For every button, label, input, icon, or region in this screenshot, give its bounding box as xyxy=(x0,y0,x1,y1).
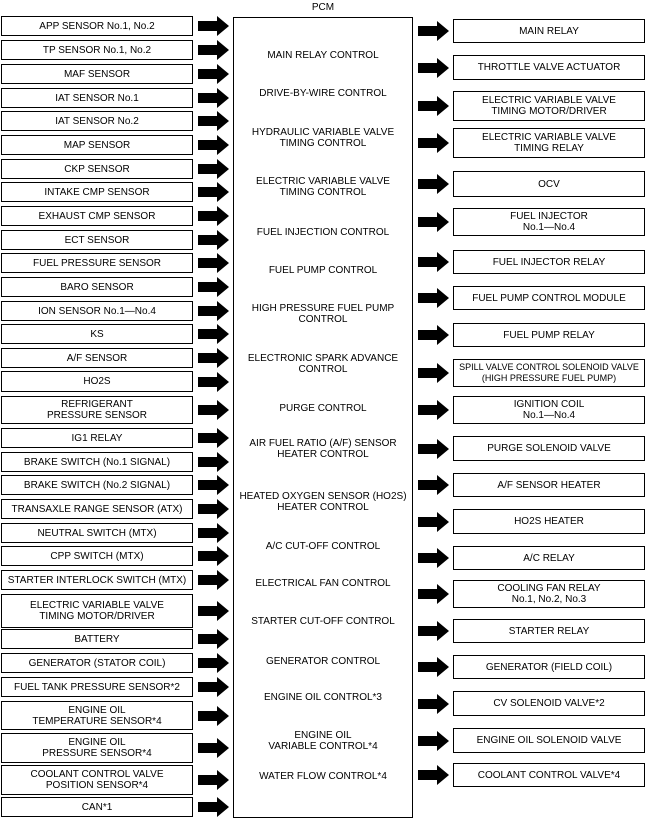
output-box: COOLING FAN RELAY No.1, No.2, No.3 xyxy=(453,580,645,608)
input-box: NEUTRAL SWITCH (MTX) xyxy=(1,523,193,543)
arrow-icon xyxy=(198,135,230,155)
arrow-icon xyxy=(198,499,230,519)
arrow-icon xyxy=(198,601,230,621)
input-box: INTAKE CMP SENSOR xyxy=(1,182,193,202)
arrow-icon xyxy=(198,770,230,790)
input-box: IAT SENSOR No.1 xyxy=(1,88,193,108)
output-box: GENERATOR (FIELD COIL) xyxy=(453,655,645,679)
arrow-icon xyxy=(198,452,230,472)
output-box: ELECTRIC VARIABLE VALVE TIMING RELAY xyxy=(453,128,645,158)
input-box: IAT SENSOR No.2 xyxy=(1,111,193,131)
arrow-icon xyxy=(418,325,450,345)
input-box: CPP SWITCH (MTX) xyxy=(1,546,193,566)
arrow-icon xyxy=(198,182,230,202)
input-box: REFRIGERANT PRESSURE SENSOR xyxy=(1,396,193,424)
arrow-icon xyxy=(198,64,230,84)
control-label: FUEL INJECTION CONTROL xyxy=(256,226,390,238)
control-label: ELECTRIC VARIABLE VALVE TIMING CONTROL xyxy=(256,176,390,198)
input-box: BRAKE SWITCH (No.1 SIGNAL) xyxy=(1,452,193,472)
output-box: FUEL PUMP CONTROL MODULE xyxy=(453,286,645,310)
control-label: HIGH PRESSURE FUEL PUMP CONTROL xyxy=(251,303,395,325)
arrow-icon xyxy=(198,88,230,108)
input-box: FUEL TANK PRESSURE SENSOR*2 xyxy=(1,677,193,697)
input-box: EXHAUST CMP SENSOR xyxy=(1,206,193,226)
arrow-icon xyxy=(198,653,230,673)
arrow-icon xyxy=(418,400,450,420)
arrow-icon xyxy=(198,159,230,179)
arrow-icon xyxy=(418,475,450,495)
arrow-icon xyxy=(418,731,450,751)
arrow-icon xyxy=(198,253,230,273)
output-box: IGNITION COIL No.1—No.4 xyxy=(453,396,645,424)
arrow-icon xyxy=(198,372,230,392)
input-box: CKP SENSOR xyxy=(1,159,193,179)
arrow-icon xyxy=(198,677,230,697)
arrow-icon xyxy=(198,301,230,321)
input-box: TRANSAXLE RANGE SENSOR (ATX) xyxy=(1,499,193,519)
input-box: ENGINE OIL PRESSURE SENSOR*4 xyxy=(1,733,193,763)
control-label: PURGE CONTROL xyxy=(279,402,367,414)
output-box: A/F SENSOR HEATER xyxy=(453,473,645,497)
arrow-icon xyxy=(198,400,230,420)
arrow-icon xyxy=(418,58,450,78)
output-box: COOLANT CONTROL VALVE*4 xyxy=(453,763,645,787)
output-box: CV SOLENOID VALVE*2 xyxy=(453,691,645,716)
pcm-title: PCM xyxy=(311,2,335,13)
arrow-icon xyxy=(198,324,230,344)
output-box: HO2S HEATER xyxy=(453,509,645,534)
input-box: COOLANT CONTROL VALVE POSITION SENSOR*4 xyxy=(1,765,193,795)
output-box: SPILL VALVE CONTROL SOLENOID VALVE (HIGH PRESSURE FUEL PUMP) xyxy=(453,359,645,387)
arrow-icon xyxy=(418,363,450,383)
input-box: ION SENSOR No.1—No.4 xyxy=(1,301,193,321)
arrow-icon xyxy=(198,428,230,448)
arrow-icon xyxy=(198,475,230,495)
arrow-icon xyxy=(418,512,450,532)
input-box: FUEL PRESSURE SENSOR xyxy=(1,253,193,273)
arrow-icon xyxy=(418,765,450,785)
input-box: STARTER INTERLOCK SWITCH (MTX) xyxy=(1,570,193,590)
arrow-icon xyxy=(198,40,230,60)
output-box: STARTER RELAY xyxy=(453,619,645,643)
control-label: FUEL PUMP CONTROL xyxy=(268,264,378,276)
arrow-icon xyxy=(198,230,230,250)
output-box: FUEL INJECTOR RELAY xyxy=(453,250,645,274)
input-box: A/F SENSOR xyxy=(1,348,193,368)
input-box: KS xyxy=(1,324,193,344)
input-box: GENERATOR (STATOR COIL) xyxy=(1,653,193,673)
input-box: IG1 RELAY xyxy=(1,428,193,448)
output-box: OCV xyxy=(453,171,645,197)
control-label: STARTER CUT-OFF CONTROL xyxy=(251,615,395,627)
arrow-icon xyxy=(198,348,230,368)
control-label: AIR FUEL RATIO (A/F) SENSOR HEATER CONTROL xyxy=(249,438,397,460)
control-label: ELECTRICAL FAN CONTROL xyxy=(255,577,391,589)
arrow-icon xyxy=(198,277,230,297)
output-box: THROTTLE VALVE ACTUATOR xyxy=(453,55,645,80)
control-label: DRIVE-BY-WIRE CONTROL xyxy=(259,87,387,99)
control-label: HEATED OXYGEN SENSOR (HO2S) HEATER CONTROL xyxy=(239,491,407,513)
control-label: GENERATOR CONTROL xyxy=(265,655,381,667)
arrow-icon xyxy=(198,570,230,590)
arrow-icon xyxy=(418,21,450,41)
arrow-icon xyxy=(418,621,450,641)
arrow-icon xyxy=(198,629,230,649)
output-box: A/C RELAY xyxy=(453,546,645,570)
arrow-icon xyxy=(418,584,450,604)
input-box: MAF SENSOR xyxy=(1,64,193,84)
control-label: HYDRAULIC VARIABLE VALVE TIMING CONTROL xyxy=(251,127,395,149)
control-label: ENGINE OIL VARIABLE CONTROL*4 xyxy=(268,730,378,752)
arrow-icon xyxy=(418,439,450,459)
arrow-icon xyxy=(198,797,230,817)
arrow-icon xyxy=(418,548,450,568)
input-box: MAP SENSOR xyxy=(1,135,193,155)
arrow-icon xyxy=(418,252,450,272)
control-label: A/C CUT-OFF CONTROL xyxy=(265,540,381,552)
output-box: MAIN RELAY xyxy=(453,19,645,43)
input-box: APP SENSOR No.1, No.2 xyxy=(1,16,193,36)
arrow-icon xyxy=(418,174,450,194)
arrow-icon xyxy=(198,738,230,758)
arrow-icon xyxy=(418,96,450,116)
input-box: HO2S xyxy=(1,371,193,392)
input-box: BARO SENSOR xyxy=(1,277,193,297)
control-label: MAIN RELAY CONTROL xyxy=(267,49,379,61)
output-box: FUEL PUMP RELAY xyxy=(453,323,645,347)
arrow-icon xyxy=(418,133,450,153)
arrow-icon xyxy=(198,706,230,726)
input-box: ELECTRIC VARIABLE VALVE TIMING MOTOR/DRIVER xyxy=(1,594,193,628)
input-box: BRAKE SWITCH (No.2 SIGNAL) xyxy=(1,475,193,495)
arrow-icon xyxy=(418,694,450,714)
input-box: BATTERY xyxy=(1,629,193,649)
arrow-icon xyxy=(198,523,230,543)
arrow-icon xyxy=(418,657,450,677)
output-box: FUEL INJECTOR No.1—No.4 xyxy=(453,208,645,236)
control-label: WATER FLOW CONTROL*4 xyxy=(259,770,387,782)
input-box: ECT SENSOR xyxy=(1,230,193,250)
output-box: ELECTRIC VARIABLE VALVE TIMING MOTOR/DRIVER xyxy=(453,91,645,121)
control-label: ENGINE OIL CONTROL*3 xyxy=(264,691,382,703)
input-box: CAN*1 xyxy=(1,797,193,817)
arrow-icon xyxy=(418,212,450,232)
input-box: ENGINE OIL TEMPERATURE SENSOR*4 xyxy=(1,701,193,730)
arrow-icon xyxy=(198,111,230,131)
control-label: ELECTRONIC SPARK ADVANCE CONTROL xyxy=(247,353,399,375)
output-box: ENGINE OIL SOLENOID VALVE xyxy=(453,728,645,753)
output-box: PURGE SOLENOID VALVE xyxy=(453,436,645,461)
arrow-icon xyxy=(198,546,230,566)
arrow-icon xyxy=(418,288,450,308)
arrow-icon xyxy=(198,206,230,226)
arrow-icon xyxy=(198,16,230,36)
input-box: TP SENSOR No.1, No.2 xyxy=(1,40,193,60)
